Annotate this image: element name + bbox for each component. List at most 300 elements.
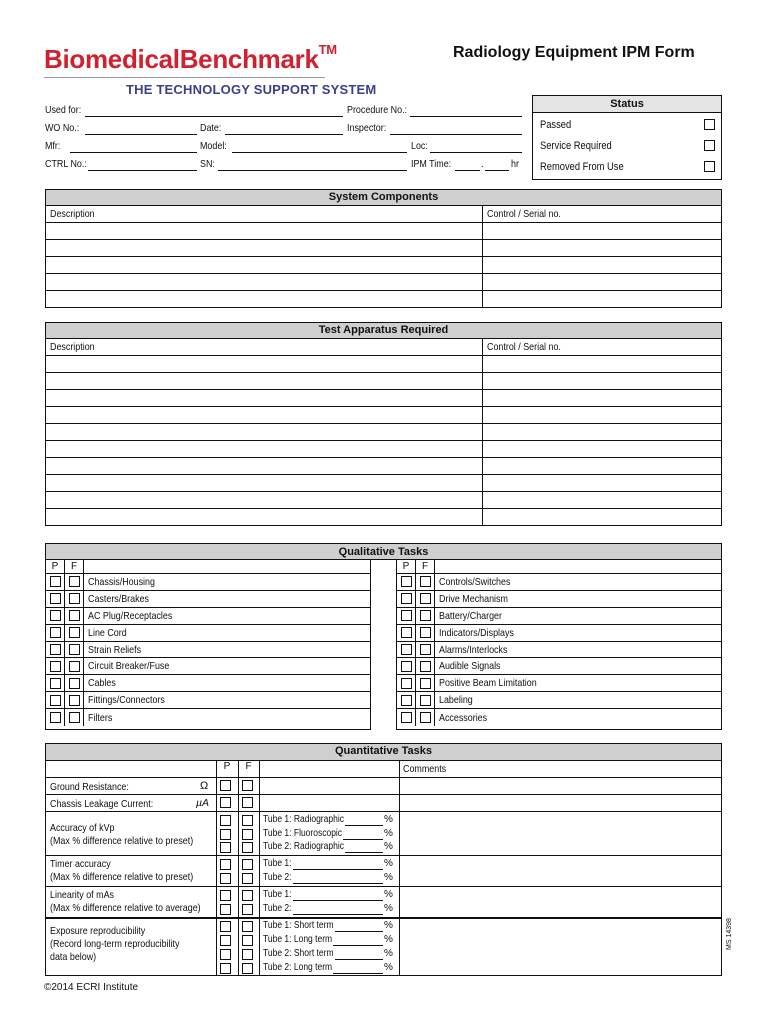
- checkbox-cell: [46, 642, 65, 658]
- checkbox-cell: [416, 642, 435, 658]
- checkbox-cell: [416, 574, 435, 590]
- status-removed[interactable]: [533, 156, 721, 177]
- table-row: [46, 356, 722, 373]
- percent-field[interactable]: [333, 973, 383, 974]
- fail-checkbox[interactable]: [242, 829, 253, 840]
- date-label: Date:: [200, 122, 222, 134]
- description-header: Description: [50, 208, 95, 220]
- fail-checkbox[interactable]: [69, 610, 80, 621]
- qualitative-left-table: [45, 559, 371, 730]
- system-components-panel: [45, 189, 722, 308]
- mfr-label: Mfr:: [45, 140, 61, 152]
- tube-row: [263, 858, 297, 869]
- tube-label: Tube 2: Long term: [263, 962, 333, 973]
- fail-checkbox[interactable]: [242, 815, 253, 826]
- fail-checkbox[interactable]: [420, 678, 431, 689]
- description-cell[interactable]: [46, 509, 483, 526]
- table-row: [46, 475, 722, 492]
- pass-checkbox[interactable]: [50, 695, 61, 706]
- task-label-cell: [435, 694, 479, 706]
- pass-checkbox[interactable]: [401, 661, 412, 672]
- pass-checkbox[interactable]: [220, 890, 231, 901]
- test-apparatus-panel: [45, 322, 722, 526]
- task-label: Battery/Charger: [439, 609, 503, 622]
- kvp-label: Accuracy of kVp: [50, 822, 115, 834]
- pass-checkbox[interactable]: [50, 712, 61, 723]
- pass-checkbox[interactable]: [401, 576, 412, 587]
- task-row: [397, 591, 721, 608]
- qualitative-right-table: [396, 559, 722, 730]
- procedure-no-field[interactable]: [410, 116, 522, 117]
- tube-label: Tube 1:: [263, 858, 292, 869]
- description-cell[interactable]: [46, 407, 483, 424]
- fail-checkbox[interactable]: [242, 949, 253, 960]
- test-apparatus-title: Test Apparatus Required: [46, 323, 721, 339]
- percent-sign: %: [384, 814, 393, 825]
- task-label: Fittings/Connectors: [88, 694, 165, 707]
- checkbox-cell: [65, 574, 84, 590]
- fail-checkbox[interactable]: [69, 593, 80, 604]
- checkbox-cell: [416, 608, 435, 624]
- checkbox-cell: [397, 658, 416, 674]
- pass-checkbox[interactable]: [220, 921, 231, 932]
- pass-checkbox[interactable]: [220, 949, 231, 960]
- quantitative-title: Quantitative Tasks: [46, 744, 721, 761]
- fail-checkbox[interactable]: [242, 935, 253, 946]
- description-cell[interactable]: [46, 240, 483, 257]
- table-row: [46, 509, 722, 526]
- task-row: [46, 675, 370, 692]
- description-header: Description: [50, 341, 95, 353]
- checkbox-cell: [397, 574, 416, 590]
- description-cell[interactable]: [46, 475, 483, 492]
- control-serial-cell[interactable]: [483, 240, 722, 257]
- qualitative-title: Qualitative Tasks: [45, 543, 722, 560]
- checkbox-cell: [65, 692, 84, 708]
- microamp-unit: µA: [196, 797, 210, 809]
- row-divider: [46, 811, 721, 812]
- pass-checkbox[interactable]: [50, 610, 61, 621]
- task-row: [46, 574, 370, 591]
- task-label-cell: [84, 593, 160, 605]
- pass-checkbox[interactable]: [220, 797, 231, 808]
- timer-note: (Max % difference relative to preset): [50, 871, 194, 883]
- pass-checkbox[interactable]: [401, 610, 412, 621]
- task-row: [46, 608, 370, 625]
- tube-row: [263, 828, 356, 839]
- pass-checkbox[interactable]: [220, 859, 231, 870]
- ipm-time-hours-field[interactable]: [455, 170, 480, 171]
- checkbox-cell: [397, 591, 416, 607]
- brand-logo: [44, 44, 337, 75]
- system-components-title: System Components: [46, 190, 721, 206]
- model-field[interactable]: [232, 152, 407, 153]
- mfr-field[interactable]: [70, 152, 197, 153]
- tube-label: Tube 1:: [263, 889, 292, 900]
- table-row: [46, 458, 722, 475]
- task-label-cell: [435, 593, 520, 605]
- table-row: [46, 291, 722, 308]
- ctrl-no-field[interactable]: [88, 170, 197, 171]
- task-label-cell: [84, 677, 121, 689]
- tube-label: Tube 2: Short term: [263, 948, 334, 959]
- fail-checkbox[interactable]: [69, 627, 80, 638]
- table-row: [46, 492, 722, 509]
- percent-sign: %: [384, 889, 393, 900]
- tube-label: Tube 2: Radiographic: [263, 841, 344, 852]
- exposure-note-2: data below): [50, 951, 97, 963]
- percent-sign: %: [384, 858, 393, 869]
- task-label-cell: [435, 610, 513, 622]
- status-service-required[interactable]: [533, 135, 721, 156]
- model-label: Model:: [200, 140, 227, 152]
- comments-header: Comments: [403, 763, 447, 775]
- date-field[interactable]: [225, 134, 343, 135]
- tube-label: Tube 1: Radiographic: [263, 814, 344, 825]
- control-serial-header: Control / Serial no.: [487, 341, 561, 353]
- table-row: [46, 240, 722, 257]
- f-header: F: [65, 560, 84, 573]
- task-label: Circuit Breaker/Fuse: [88, 660, 170, 673]
- description-cell[interactable]: [46, 390, 483, 407]
- control-serial-cell[interactable]: [483, 509, 722, 526]
- control-serial-cell[interactable]: [483, 390, 722, 407]
- timer-label: Timer accuracy: [50, 858, 111, 870]
- task-row: [46, 658, 370, 675]
- brand-name: BiomedicalBenchmark: [44, 44, 319, 74]
- row-divider: [46, 777, 721, 778]
- fail-checkbox[interactable]: [420, 627, 431, 638]
- table-row: [46, 373, 722, 390]
- task-label: Cables: [88, 677, 116, 690]
- sn-label: SN:: [200, 158, 215, 170]
- table-row: [46, 257, 722, 274]
- fail-checkbox[interactable]: [242, 780, 253, 791]
- row-divider: [46, 855, 721, 856]
- task-label-cell: [84, 576, 167, 588]
- task-row: [397, 675, 721, 692]
- brand-divider: [44, 77, 325, 78]
- task-label-cell: [84, 610, 187, 622]
- task-row: [46, 709, 370, 726]
- fail-checkbox[interactable]: [242, 873, 253, 884]
- exposure-note: (Record long-term reproducibility: [50, 938, 180, 950]
- row-divider: [46, 917, 721, 919]
- fail-checkbox[interactable]: [69, 712, 80, 723]
- table-row: [46, 424, 722, 441]
- task-label: Positive Beam Limitation: [439, 677, 537, 690]
- percent-sign: %: [384, 827, 393, 839]
- checkbox-cell: [416, 709, 435, 726]
- tube-label: Tube 1: Short term: [263, 920, 334, 931]
- trademark: TM: [318, 42, 337, 57]
- control-serial-cell[interactable]: [483, 274, 722, 291]
- copyright: ©2014 ECRI Institute: [44, 982, 139, 993]
- task-label-cell: [435, 660, 511, 672]
- control-serial-cell[interactable]: [483, 257, 722, 274]
- mas-note: (Max % difference relative to average): [50, 902, 201, 914]
- task-row: [397, 709, 721, 726]
- checkbox-cell: [65, 608, 84, 624]
- pass-checkbox[interactable]: [50, 576, 61, 587]
- description-cell[interactable]: [46, 441, 483, 458]
- pf-header: [46, 560, 370, 574]
- percent-field[interactable]: [293, 914, 383, 915]
- checkbox-cell: [46, 692, 65, 708]
- status-passed-checkbox[interactable]: [704, 119, 715, 130]
- form-code: MS 14398: [726, 918, 733, 950]
- fail-checkbox[interactable]: [69, 678, 80, 689]
- p-header: P: [397, 560, 416, 573]
- loc-field[interactable]: [430, 152, 522, 153]
- task-label: Labeling: [439, 694, 473, 707]
- control-serial-cell[interactable]: [483, 373, 722, 390]
- pass-checkbox[interactable]: [401, 678, 412, 689]
- task-label: Indicators/Displays: [439, 626, 514, 639]
- checkbox-cell: [416, 625, 435, 641]
- checkbox-cell: [46, 625, 65, 641]
- description-cell[interactable]: [46, 373, 483, 390]
- pass-checkbox[interactable]: [50, 644, 61, 655]
- ground-resistance-label: Ground Resistance:: [50, 781, 129, 793]
- pass-checkbox[interactable]: [50, 627, 61, 638]
- task-label-cell: [435, 712, 496, 724]
- status-service-checkbox[interactable]: [704, 140, 715, 151]
- task-label-cell: [84, 694, 178, 706]
- task-label: Controls/Switches: [439, 575, 511, 588]
- tube-label: Tube 1: Fluoroscopic: [263, 827, 343, 839]
- pass-checkbox[interactable]: [401, 695, 412, 706]
- status-removed-checkbox[interactable]: [704, 161, 715, 172]
- pass-checkbox[interactable]: [401, 593, 412, 604]
- tube-label: Tube 2:: [263, 903, 292, 914]
- used-for-label: Used for:: [45, 104, 82, 116]
- description-cell[interactable]: [46, 291, 483, 308]
- pass-checkbox[interactable]: [220, 963, 231, 974]
- fail-checkbox[interactable]: [242, 921, 253, 932]
- table-row: [46, 407, 722, 424]
- system-components-table: [45, 205, 722, 308]
- control-serial-cell[interactable]: [483, 475, 722, 492]
- description-cell[interactable]: [46, 424, 483, 441]
- description-cell[interactable]: [46, 274, 483, 291]
- task-label-cell: [435, 644, 520, 656]
- checkbox-cell: [397, 642, 416, 658]
- fail-checkbox[interactable]: [242, 842, 253, 853]
- control-serial-cell[interactable]: [483, 291, 722, 308]
- ctrl-no-label: CTRL No.:: [45, 158, 87, 170]
- description-cell[interactable]: [46, 257, 483, 274]
- checkbox-cell: [65, 642, 84, 658]
- pass-checkbox[interactable]: [50, 678, 61, 689]
- table-row: [46, 390, 722, 407]
- task-row: [46, 625, 370, 642]
- pass-checkbox[interactable]: [50, 661, 61, 672]
- ipm-time-separator: .: [481, 158, 484, 170]
- checkbox-cell: [416, 658, 435, 674]
- task-row: [397, 574, 721, 591]
- status-service-label: Service Required: [540, 139, 612, 152]
- task-row: [46, 591, 370, 608]
- percent-sign: %: [384, 948, 393, 959]
- percent-field[interactable]: [345, 825, 383, 826]
- control-serial-cell[interactable]: [483, 424, 722, 441]
- task-row: [46, 692, 370, 709]
- status-removed-label: Removed From Use: [540, 160, 624, 173]
- table-row: [46, 274, 722, 291]
- inspector-field[interactable]: [390, 134, 522, 135]
- p-header: P: [223, 761, 231, 772]
- procedure-no-label: Procedure No.:: [347, 104, 408, 116]
- pass-checkbox[interactable]: [220, 829, 231, 840]
- fail-checkbox[interactable]: [242, 963, 253, 974]
- fail-checkbox[interactable]: [420, 712, 431, 723]
- checkbox-cell: [46, 608, 65, 624]
- ipm-time-unit: hr: [511, 158, 519, 170]
- pass-checkbox[interactable]: [220, 815, 231, 826]
- percent-field[interactable]: [333, 945, 383, 946]
- checkbox-cell: [46, 574, 65, 590]
- task-label-cell: [84, 712, 117, 724]
- task-label: Chassis/Housing: [88, 575, 155, 588]
- leakage-current-label: Chassis Leakage Current:: [50, 798, 154, 810]
- control-serial-header: Control / Serial no.: [487, 208, 561, 220]
- percent-sign: %: [384, 934, 393, 945]
- checkbox-cell: [65, 658, 84, 674]
- row-divider: [46, 794, 721, 795]
- description-cell[interactable]: [46, 492, 483, 509]
- task-label: Alarms/Interlocks: [439, 643, 508, 656]
- pf-header: [397, 560, 721, 574]
- task-label-cell: [435, 627, 527, 639]
- pass-checkbox[interactable]: [220, 935, 231, 946]
- status-panel: [532, 95, 722, 180]
- pass-checkbox[interactable]: [220, 842, 231, 853]
- fail-checkbox[interactable]: [420, 661, 431, 672]
- task-label: Line Cord: [88, 626, 127, 639]
- task-label-cell: [435, 576, 523, 588]
- control-serial-cell[interactable]: [483, 407, 722, 424]
- f-header: F: [416, 560, 435, 573]
- pass-checkbox[interactable]: [50, 593, 61, 604]
- used-for-field[interactable]: [85, 116, 343, 117]
- control-serial-cell[interactable]: [483, 458, 722, 475]
- fail-checkbox[interactable]: [420, 695, 431, 706]
- tube-row: [263, 948, 346, 959]
- task-label-cell: [84, 660, 184, 672]
- task-row: [397, 608, 721, 625]
- sn-field[interactable]: [218, 170, 407, 171]
- status-passed[interactable]: [533, 114, 721, 135]
- table-row: [46, 223, 722, 240]
- percent-field[interactable]: [293, 900, 383, 901]
- percent-field[interactable]: [343, 839, 383, 840]
- pass-checkbox[interactable]: [401, 627, 412, 638]
- fail-checkbox[interactable]: [420, 593, 431, 604]
- tube-row: [263, 934, 344, 945]
- checkbox-cell: [46, 658, 65, 674]
- task-row: [397, 642, 721, 659]
- loc-label: Loc:: [411, 140, 428, 152]
- table-header-row: [46, 206, 722, 223]
- control-serial-cell[interactable]: [483, 441, 722, 458]
- checkbox-cell: [397, 675, 416, 691]
- percent-field[interactable]: [293, 869, 383, 870]
- task-label-cell: [435, 677, 554, 689]
- fail-checkbox[interactable]: [242, 859, 253, 870]
- brand-tagline: THE TECHNOLOGY SUPPORT SYSTEM: [126, 82, 377, 97]
- pass-checkbox[interactable]: [220, 904, 231, 915]
- checkbox-cell: [416, 692, 435, 708]
- row-divider: [46, 886, 721, 887]
- checkbox-cell: [416, 591, 435, 607]
- checkbox-cell: [46, 709, 65, 726]
- fail-checkbox[interactable]: [420, 644, 431, 655]
- pass-checkbox[interactable]: [401, 644, 412, 655]
- table-header-row: [46, 339, 722, 356]
- fail-checkbox[interactable]: [69, 576, 80, 587]
- pass-checkbox[interactable]: [401, 712, 412, 723]
- fail-checkbox[interactable]: [420, 576, 431, 587]
- checkbox-cell: [65, 591, 84, 607]
- task-label-cell: [84, 644, 150, 656]
- task-row: [397, 625, 721, 642]
- fail-checkbox[interactable]: [242, 890, 253, 901]
- wo-no-label: WO No.:: [45, 122, 80, 134]
- checkbox-cell: [397, 625, 416, 641]
- pass-checkbox[interactable]: [220, 780, 231, 791]
- control-serial-cell[interactable]: [483, 492, 722, 509]
- percent-field[interactable]: [345, 852, 383, 853]
- fail-checkbox[interactable]: [69, 661, 80, 672]
- percent-sign: %: [384, 920, 393, 931]
- task-label: Accessories: [439, 711, 488, 724]
- ipm-time-fraction-field[interactable]: [485, 170, 509, 171]
- checkbox-cell: [46, 591, 65, 607]
- quantitative-panel: [45, 743, 722, 976]
- fail-checkbox[interactable]: [242, 797, 253, 808]
- percent-field[interactable]: [335, 931, 383, 932]
- pass-checkbox[interactable]: [220, 873, 231, 884]
- description-cell[interactable]: [46, 223, 483, 240]
- control-serial-cell[interactable]: [483, 223, 722, 240]
- inspector-label: Inspector:: [347, 122, 387, 134]
- percent-field[interactable]: [293, 883, 383, 884]
- tube-label: Tube 1: Long term: [263, 934, 333, 945]
- tube-row: [263, 962, 344, 973]
- f-header: F: [245, 761, 252, 772]
- form-title: Radiology Equipment IPM Form: [453, 44, 695, 61]
- wo-no-field[interactable]: [85, 134, 197, 135]
- task-label: Audible Signals: [439, 660, 501, 673]
- fail-checkbox[interactable]: [242, 904, 253, 915]
- test-apparatus-table: [45, 338, 722, 526]
- p-header: P: [46, 560, 65, 573]
- percent-sign: %: [384, 872, 393, 883]
- tube-row: [263, 903, 297, 914]
- description-cell[interactable]: [46, 458, 483, 475]
- fail-checkbox[interactable]: [69, 695, 80, 706]
- percent-field[interactable]: [335, 959, 383, 960]
- fail-checkbox[interactable]: [420, 610, 431, 621]
- task-label: AC Plug/Receptacles: [88, 609, 173, 622]
- checkbox-cell: [46, 675, 65, 691]
- task-label: Casters/Brakes: [88, 592, 150, 605]
- description-cell[interactable]: [46, 356, 483, 373]
- kvp-note: (Max % difference relative to preset): [50, 835, 194, 847]
- fail-checkbox[interactable]: [69, 644, 80, 655]
- control-serial-cell[interactable]: [483, 356, 722, 373]
